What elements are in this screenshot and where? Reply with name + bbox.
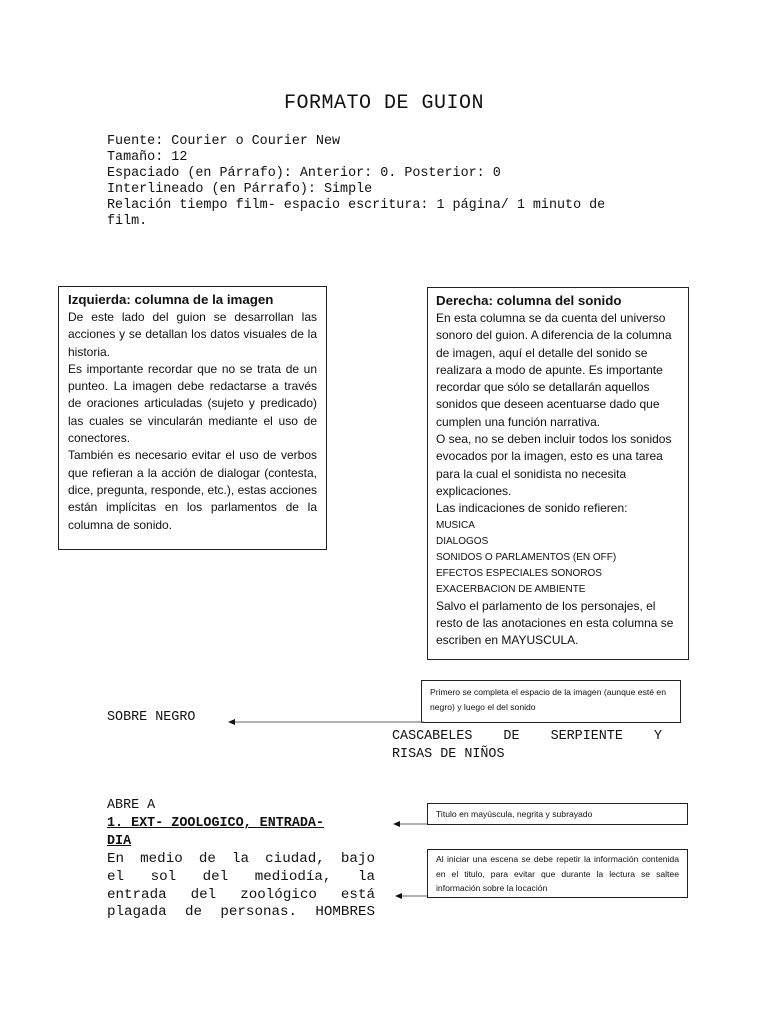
action-word: del xyxy=(190,886,217,903)
sound-column-sample xyxy=(392,728,662,764)
sound-type-item: EFECTOS ESPECIALES SONOROS xyxy=(436,567,602,579)
action-word: En xyxy=(107,851,125,867)
sound-word: DE xyxy=(503,729,520,744)
image-column-heading: Izquierda: columna de la imagen xyxy=(68,292,274,307)
sound-type-item: DIALOGOS xyxy=(436,535,489,547)
spec-line-spacing: Interlineado (en Párrafo): Simple xyxy=(107,182,373,197)
page-title: FORMATO DE GUION xyxy=(283,92,485,115)
action-word: zoológico xyxy=(240,886,317,903)
action-word: ciudad, xyxy=(265,851,325,867)
sound-column-paragraph: En esta columna se da cuenta del universo sonoro del guion. A diferencia de la columna de imagen, aquí el detalle del sonido se realizara a modo de apunte. Es importante recordar que sólo se detallarán aquellos sonidos que deseen acentuarse dado que cumplen una función narrativa. xyxy=(436,311,672,429)
sound-column-closing: Salvo el parlamento de los personajes, el resto de las anotaciones en esta columna se escriben en MAYUSCULA. xyxy=(436,598,674,648)
action-line xyxy=(107,869,375,887)
scene-heading-line: 1. EXT- ZOOLOGICO, ENTRADA- xyxy=(107,816,324,831)
action-paragraph xyxy=(107,851,375,922)
image-column-paragraph: De este lado del guion se desarrollan las acciones y se detallan los datos visuales de la historia. xyxy=(68,310,317,359)
action-line xyxy=(107,887,375,905)
action-line xyxy=(107,904,375,922)
sound-type-item: EXACERBACION DE AMBIENTE xyxy=(436,583,586,595)
scene-heading-line: DIA xyxy=(107,834,132,849)
action-word: la xyxy=(357,868,375,885)
action-word: el xyxy=(107,868,125,885)
sound-type-item: MUSICA xyxy=(436,519,475,531)
sound-word: CASCABELES xyxy=(392,729,473,744)
action-word: bajo xyxy=(340,851,375,867)
action-word: personas. xyxy=(220,904,298,921)
note-title-format: Titulo en mayúscula, negrita y subrayado xyxy=(427,803,688,825)
action-word: de xyxy=(198,851,216,867)
action-line xyxy=(107,851,375,869)
action-word: está xyxy=(340,886,375,903)
spec-size: Tamaño: 12 xyxy=(107,150,188,165)
sound-word: SERPIENTE xyxy=(550,729,623,744)
action-word: plagada xyxy=(107,904,167,921)
action-word: mediodía, xyxy=(254,868,332,885)
sound-line: RISAS DE NIÑOS xyxy=(392,747,505,762)
action-word: medio xyxy=(140,851,183,867)
action-word: la xyxy=(232,851,250,867)
abre-a-transition: ABRE A xyxy=(107,798,156,813)
sound-type-item: SONIDOS O PARLAMENTOS (EN OFF) xyxy=(436,551,617,563)
sound-column-heading: Derecha: columna del sonido xyxy=(436,293,622,308)
spec-font: Fuente: Courier o Courier New xyxy=(107,134,341,149)
action-word: del xyxy=(202,868,229,885)
arrow-left-icon xyxy=(395,890,429,902)
action-word: entrada xyxy=(107,886,167,903)
sound-column-box xyxy=(427,287,689,660)
image-column-box xyxy=(58,286,327,550)
arrow-left-icon xyxy=(228,716,428,728)
arrow-left-icon xyxy=(393,818,429,830)
note-order: Primero se completa el espacio de la imagen (aunque esté en negro) y luego el del sonido xyxy=(421,680,681,723)
image-column-paragraph: También es necesario evitar el uso de verbos que refieran a la acción de dialogar (contesta, dice, pregunta, responde, etc.), estas acciones están implícitas en los parlamentos de la columna de sonido. xyxy=(68,448,317,532)
sound-column-paragraph: Las indicaciones de sonido refieren: xyxy=(436,501,628,516)
sobre-negro-line: SOBRE NEGRO xyxy=(107,710,196,725)
spec-time-ratio: Relación tiempo film- espacio escritura: 1 página/ 1 minuto de film. xyxy=(107,198,614,229)
action-word: HOMBRES xyxy=(315,904,375,921)
image-column-paragraph: Es importante recordar que no se trata de un punteo. La imagen debe redactarse a través de oraciones articuladas (sujeto y predicado) las cuales se vincularán mediante el uso de conectores. xyxy=(68,361,317,446)
sound-word: Y xyxy=(653,729,662,744)
spec-spacing: Espaciado (en Párrafo): Anterior: 0. Posterior: 0 xyxy=(107,166,501,181)
scene-heading xyxy=(107,815,363,851)
action-word: de xyxy=(184,904,203,921)
sound-column-paragraph: O sea, no se deben incluir todos los sonidos evocados por la imagen, esto es una tarea para la cual el sonidista no necesita explicaciones. xyxy=(436,432,672,498)
action-word: sol xyxy=(150,868,177,885)
format-specs xyxy=(107,134,637,230)
note-scene-repeat: Al iniciar una escena se debe repetir la información contenida en el titulo, para evitar que durante la lectura se saltee información sobre la locación xyxy=(427,849,688,898)
